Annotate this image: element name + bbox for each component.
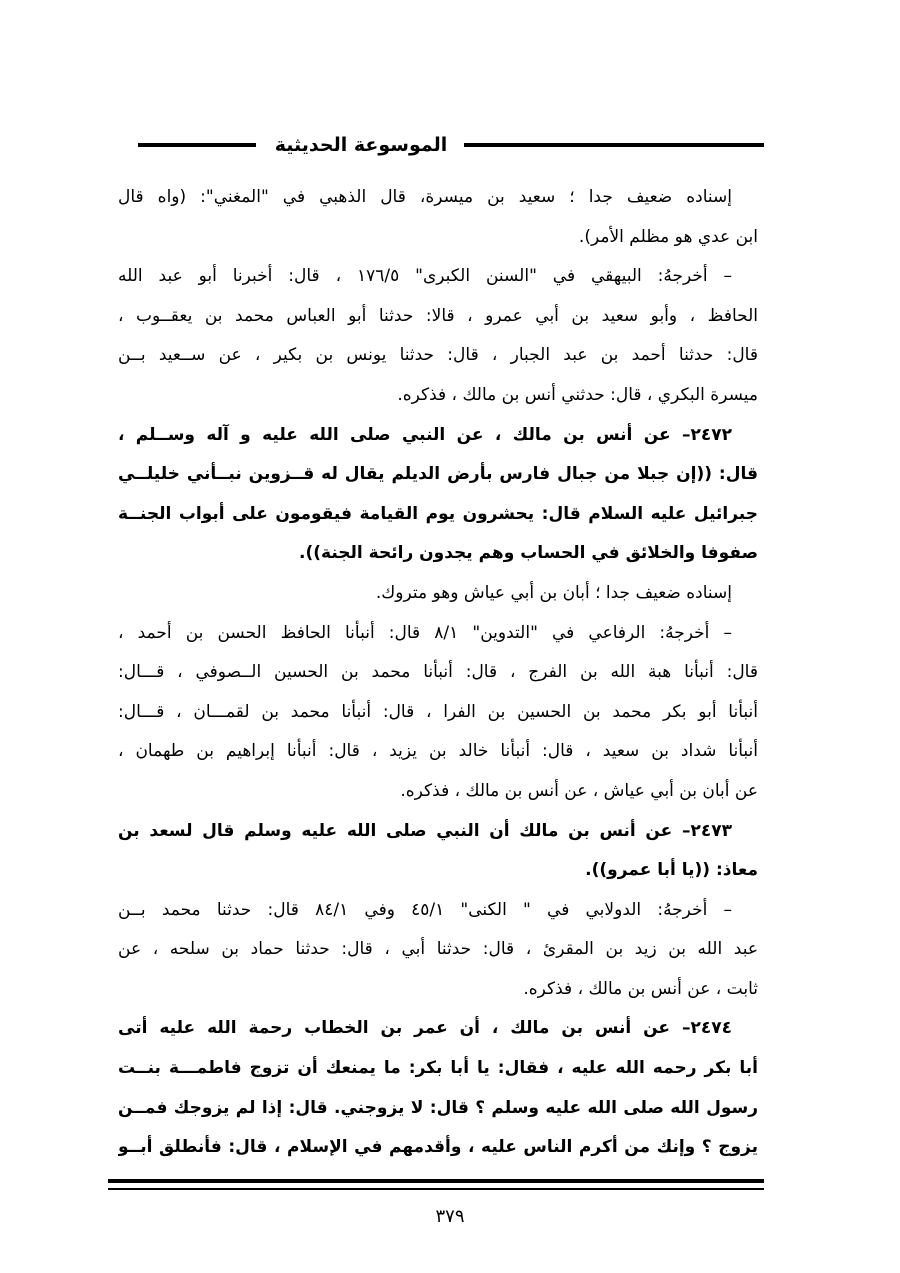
footer-rule-thin — [108, 1188, 764, 1190]
text-line: يزوج ؟ وإنك من أكرم الناس عليه ، وأقدمهم في الإسلام ، قال: فأنطلق أبــو — [118, 1137, 758, 1158]
text-line: – أخرجهُ: البيهقي في "السنن الكبرى" ١٧٦/٥ ، قال: أخبرنا أبو عبد الله — [118, 266, 732, 287]
page-header — [108, 128, 764, 164]
header-rule-right — [464, 143, 764, 147]
text-line: الحافظ ، وأبو سعيد بن أبي عمرو ، قالا: حدثنا أبو العباس محمد بن يعقــوب ، — [118, 305, 758, 326]
text-line: صفوفا والخلائق في الحساب وهم يجدون رائحة الجنة)). — [299, 543, 758, 564]
text-line: – أخرجهُ: الرفاعي في "التدوين" ٨/١ قال: أنبأنا الحافظ الحسن بن أحمد ، — [118, 622, 732, 643]
text-line: قال: حدثنا أحمد بن عبد الجبار ، قال: حدثنا يونس بن بكير ، عن ســعيد بــن — [118, 345, 758, 366]
text-line: ٢٤٧٣– عن أنس بن مالك أن النبي صلى الله عليه وسلم قال لسعد بن — [118, 820, 732, 841]
text-line: أنبأنا أبو بكر محمد بن الحسين بن الفرا ، قال: أنبأنا محمد بن لقمـــان ، قـــال: — [118, 701, 758, 722]
text-line: عبد الله بن زيد بن المقرئ ، قال: حدثنا أبي ، قال: حدثنا حماد بن سلحه ، عن — [118, 939, 758, 960]
text-line: – أخرجهُ: الدولابي في " الكنى" ٤٥/١ وفي ٨٤/١ قال: حدثنا محمد بــن — [118, 899, 732, 920]
header-title: الموسوعة الحديثية — [274, 134, 448, 156]
page-number: ٣٧٩ — [435, 1206, 465, 1227]
text-line: ثابت ، عن أنس بن مالك ، فذكره. — [523, 978, 758, 999]
text-line: ٢٤٧٤– عن أنس بن مالك ، أن عمر بن الخطاب رحمة الله عليه أتى — [118, 1018, 732, 1039]
text-line: ٢٤٧٢– عن أنس بن مالك ، عن النبي صلى الله عليه و آله وســلم ، — [118, 424, 732, 445]
text-line: قال: أنبأنا هبة الله بن الفرج ، قال: أنبأنا محمد بن الحسين الــصوفي ، قـــال: — [118, 662, 758, 683]
body-text — [118, 178, 758, 1168]
text-line: ابن عدي هو مظلم الأمر). — [578, 226, 758, 247]
text-line: رسول الله صلى الله عليه وسلم ؟ قال: لا يزوجني. قال: إذا لم يزوجك فمــن — [118, 1097, 758, 1118]
text-line: جبرائيل عليه السلام قال: يحشرون يوم القيامة فيقومون على أبواب الجنــة — [118, 503, 758, 524]
text-line: عن أبان بن أبي عياش ، عن أنس بن مالك ، فذكره. — [400, 780, 758, 801]
text-line: معاذ: ((يا أبا عمرو)). — [585, 860, 758, 881]
text-line: قال: ((إن جبلا من جبال فارس بأرض الديلم يقال له قــزوين نبــأني خليلــي — [118, 464, 758, 485]
header-rule-left — [138, 143, 256, 147]
footer-rule-thick — [108, 1179, 764, 1183]
text-line: إسناده ضعيف جدا ؛ أبان بن أبي عياش وهو متروك. — [375, 582, 732, 603]
text-line: أبا بكر رحمه الله عليه ، فقال: يا أبا بكر: ما يمنعك أن تزوج فاطمـــة بنــت — [118, 1058, 758, 1079]
text-line: أنبأنا شداد بن سعيد ، قال: أنبأنا خالد بن يزيد ، قال: أنبأنا إبراهيم بن طهمان ، — [118, 741, 758, 762]
text-line: إسناده ضعيف جدا ؛ سعيد بن ميسرة، قال الذهبي في "المغني": (واه قال — [118, 187, 732, 207]
text-line: ميسرة البكري ، قال: حدثني أنس بن مالك ، فذكره. — [397, 384, 758, 405]
